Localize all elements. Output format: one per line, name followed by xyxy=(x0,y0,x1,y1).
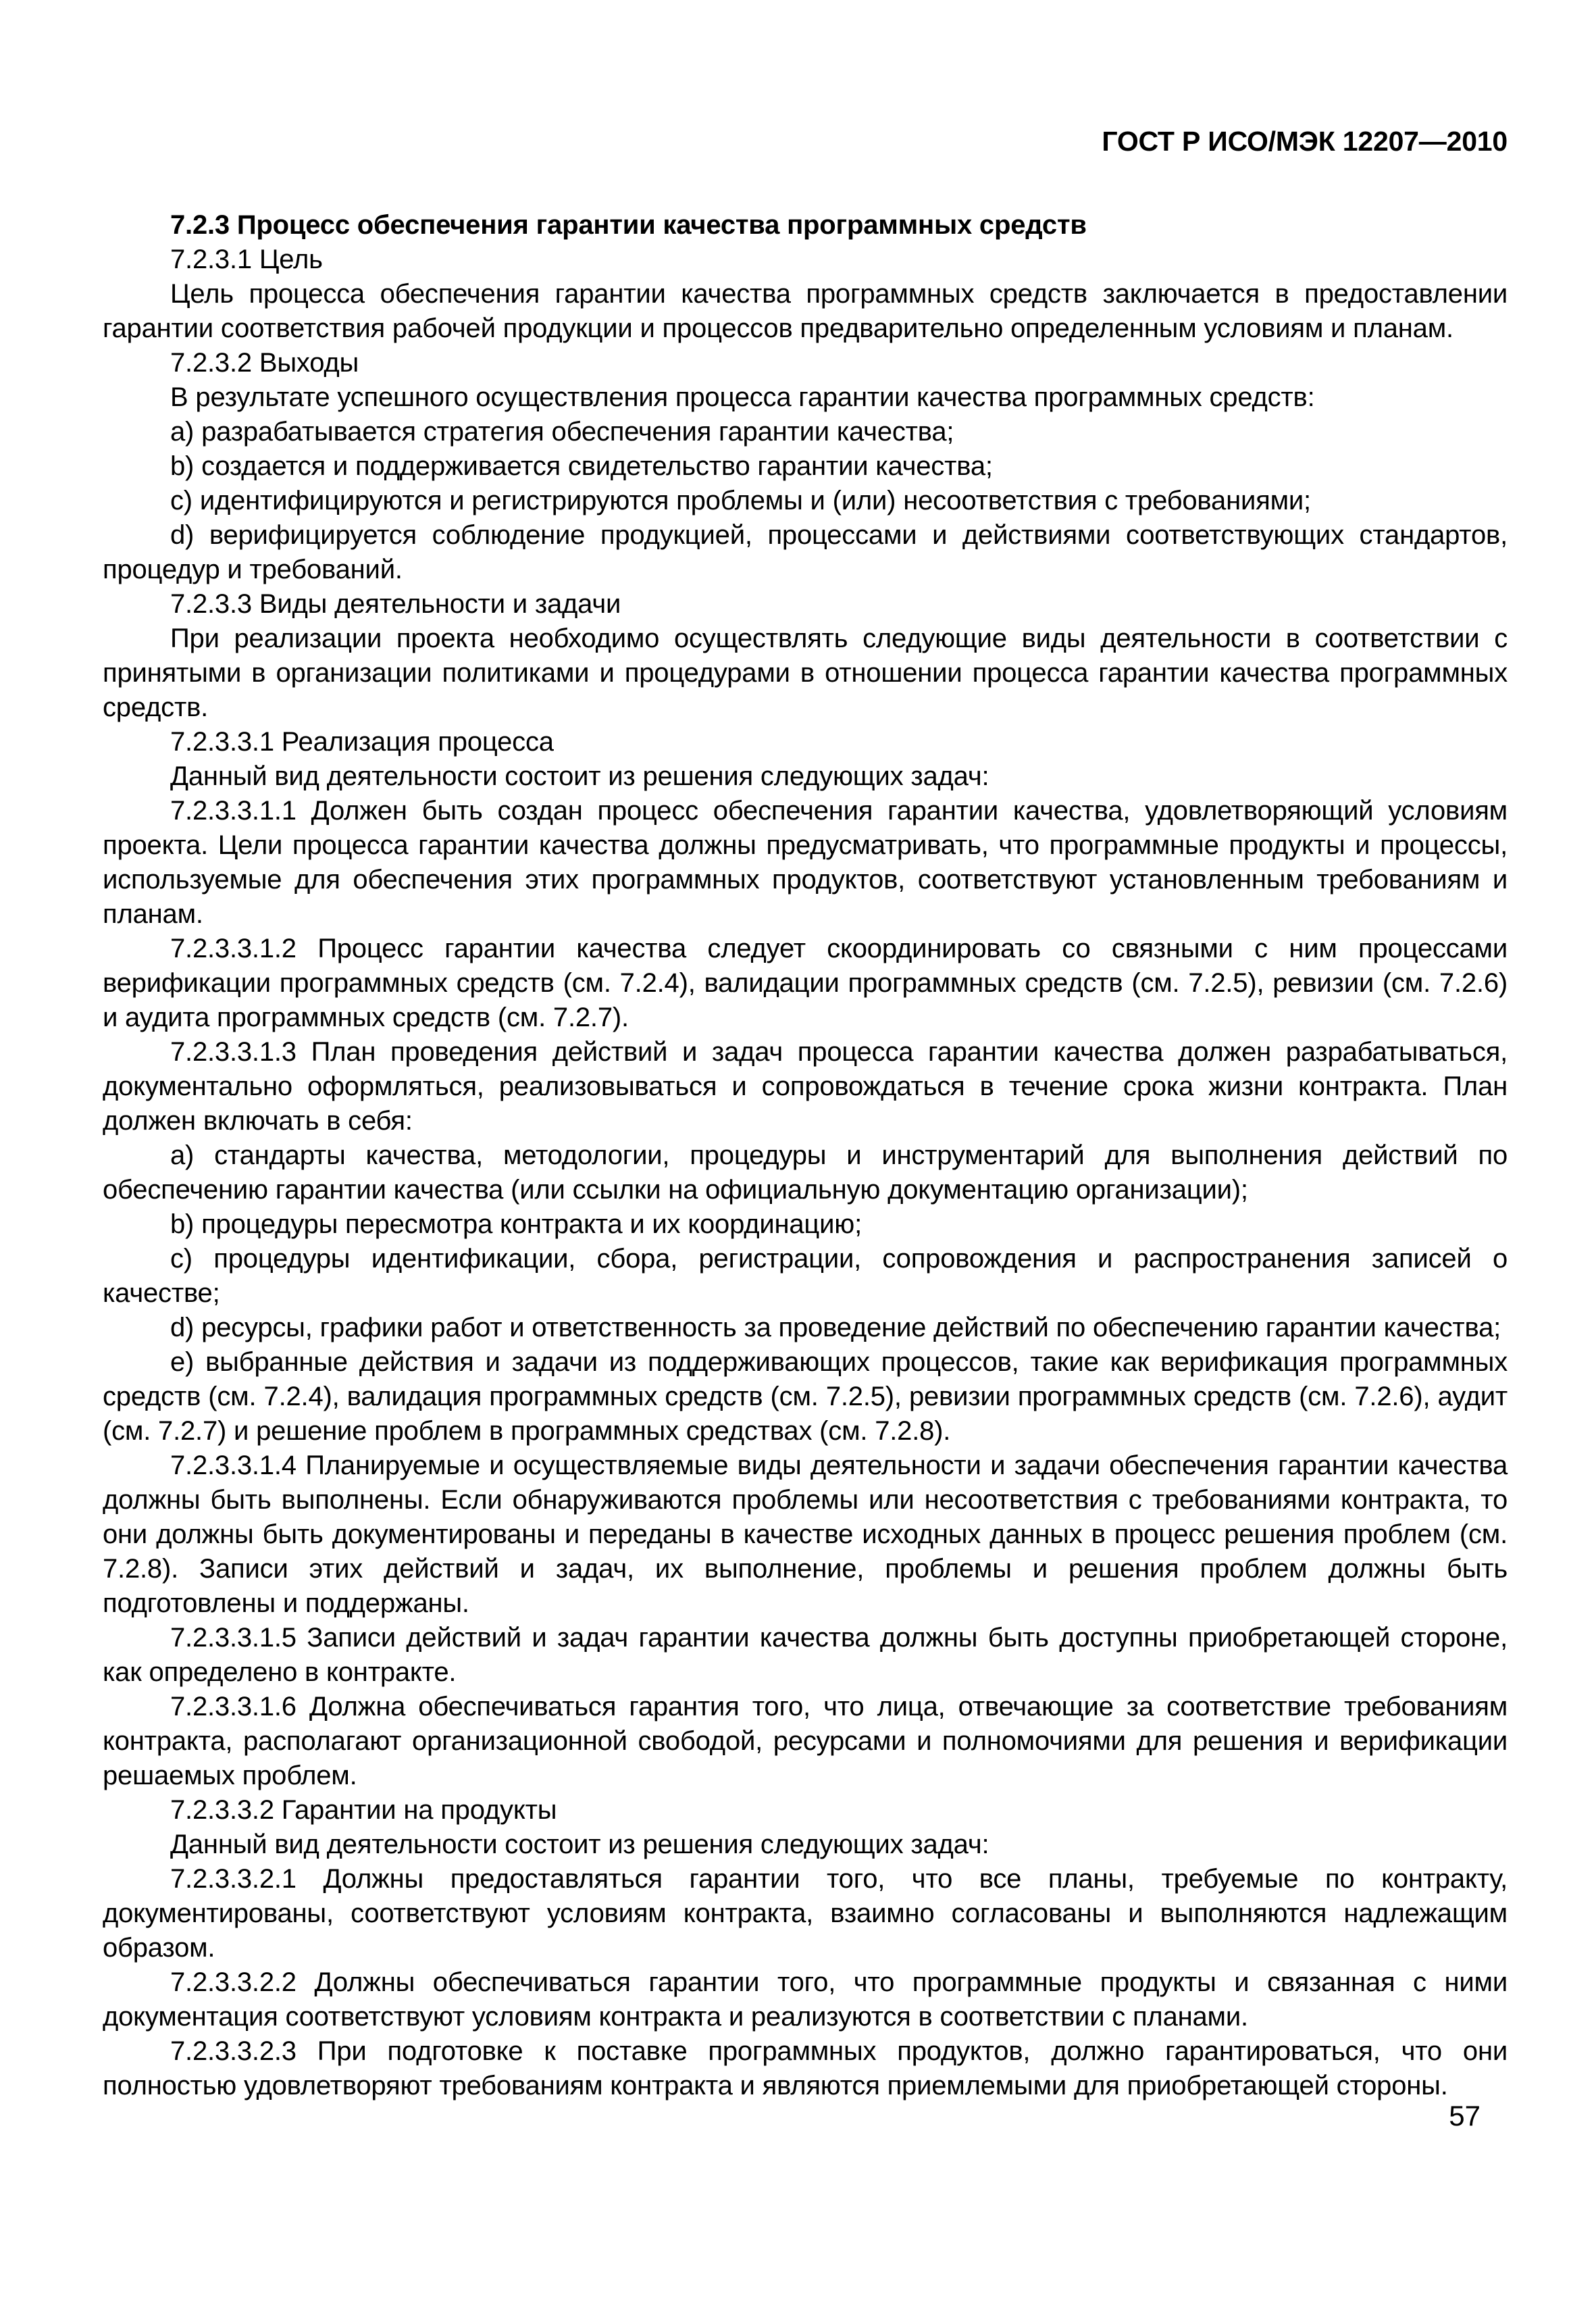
clause-7-2-3-3-2-heading: 7.2.3.3.2 Гарантии на продукты xyxy=(170,1795,557,1825)
body-paragraph: 7.2.3.3.1.5 Записи действий и задач гарантии качества должны быть доступны приобретающей стороне, как определено в контракте. xyxy=(103,1623,1508,1687)
body-paragraph: Цель процесса обеспечения гарантии качества программных средств заключается в предоставлении гарантии соответствия рабочей продукции и процессов предварительно определенным условиям и планам. xyxy=(103,279,1508,343)
clause-7-2-3-3-heading: 7.2.3.3 Виды деятельности и задачи xyxy=(170,589,621,619)
body-paragraph: 7.2.3.3.1.2 Процесс гарантии качества следует скоординировать со связными с ним процессами верификации программных средств (см. 7.2.4), валидации программных средств (см. 7.2.5), ревизии (см. 7.2.6) и аудита программных средств (см. 7.2.7). xyxy=(103,934,1508,1032)
body-paragraph: 7.2.3.3.2.3 При подготовке к поставке программных продуктов, должно гарантироваться, что они полностью удовлетворяют требованиям контракта и являются приемлемыми для приобретающей стороны. xyxy=(103,2036,1508,2101)
body-paragraph: Данный вид деятельности состоит из решения следующих задач: xyxy=(170,1830,989,1859)
clause-7-2-3-3-1-heading: 7.2.3.3.1 Реализация процесса xyxy=(170,727,554,757)
body-paragraph: В результате успешного осуществления процесса гарантии качества программных средств: xyxy=(170,382,1315,412)
list-item-d: d) верифицируется соблюдение продукцией, процессами и действиями соответствующих стандартов, процедур и требований. xyxy=(103,520,1508,584)
clause-7-2-3-1-heading: 7.2.3.1 Цель xyxy=(170,245,323,274)
body-paragraph: При реализации проекта необходимо осуществлять следующие виды деятельности в соответствии с принятыми в организации политиками и процедурами в отношении процесса гарантии качества программных средств. xyxy=(103,624,1508,722)
list-item-a: a) стандарты качества, методологии, процедуры и инструментарий для выполнения действий по обеспечению гарантии качества (или ссылки на официальную документацию организации); xyxy=(103,1140,1508,1205)
list-item-b: b) создается и поддерживается свидетельство гарантии качества; xyxy=(170,451,993,481)
document-header: ГОСТ Р ИСО/МЭК 12207—2010 xyxy=(1102,126,1508,157)
body-paragraph: 7.2.3.3.1.3 План проведения действий и задач процесса гарантии качества должен разрабатываться, документально оформляться, реализовываться и сопровождаться в течение срока жизни контракта. План должен включать в себя: xyxy=(103,1037,1508,1136)
body-paragraph: 7.2.3.3.1.6 Должна обеспечиваться гарантия того, что лица, отвечающие за соответствие требованиям контракта, располагают организационной свободой, ресурсами и полномочиями для решения и верификации решаемых проблем. xyxy=(103,1692,1508,1790)
body-paragraph: 7.2.3.3.2.1 Должны предоставляться гарантии того, что все планы, требуемые по контракту, документированы, соответствуют условиям контракта, взаимно согласованы и выполняются надлежащим образом. xyxy=(103,1864,1508,1963)
clause-7-2-3-2-heading: 7.2.3.2 Выходы xyxy=(170,348,359,378)
page-number: 57 xyxy=(1449,2100,1481,2132)
list-item-d: d) ресурсы, графики работ и ответственность за проведение действий по обеспечению гарантии качества; xyxy=(170,1313,1501,1342)
list-item-c: c) идентифицируются и регистрируются проблемы и (или) несоответствия с требованиями; xyxy=(170,486,1311,515)
list-item-b: b) процедуры пересмотра контракта и их координацию; xyxy=(170,1209,862,1239)
body-paragraph: 7.2.3.3.1.4 Планируемые и осуществляемые виды деятельности и задачи обеспечения гарантии качества должны быть выполнены. Если обнаруживаются проблемы или несоответствия с требованиями контракта, то они должны быть документированы и переданы в качестве исходных данных в процесс решения проблем (см. 7.2.8). Записи этих действий и задач, их выполнение, проблемы и решения проблем должны быть подготовлены и поддержаны. xyxy=(103,1451,1508,1618)
list-item-e: e) выбранные действия и задачи из поддерживающих процессов, такие как верификация программных средств (см. 7.2.4), валидация программных средств (см. 7.2.5), ревизии программных средств (см. 7.2.6), аудит (см. 7.2.7) и решение проблем в программных средствах (см. 7.2.8). xyxy=(103,1347,1508,1446)
list-item-c: c) процедуры идентификации, сбора, регистрации, сопровождения и распространения записей о качестве; xyxy=(103,1244,1508,1308)
body-paragraph: 7.2.3.3.1.1 Должен быть создан процесс обеспечения гарантии качества, удовлетворяющий условиям проекта. Цели процесса гарантии качества должны предусматривать, что программные продукты и процессы, используемые для обеспечения этих программных продуктов, соответствуют установленным требованиям и планам. xyxy=(103,796,1508,929)
body-paragraph: 7.2.3.3.2.2 Должны обеспечиваться гарантии того, что программные продукты и связанная с ними документация соответствуют условиям контракта и реализуются в соответствии с планами. xyxy=(103,1967,1508,2032)
body-paragraph: Данный вид деятельности состоит из решения следующих задач: xyxy=(170,761,989,791)
document-body xyxy=(103,208,1508,2103)
list-item-a: a) разрабатывается стратегия обеспечения гарантии качества; xyxy=(170,417,954,447)
clause-7-2-3-title: 7.2.3 Процесс обеспечения гарантии качества программных средств xyxy=(170,210,1087,240)
